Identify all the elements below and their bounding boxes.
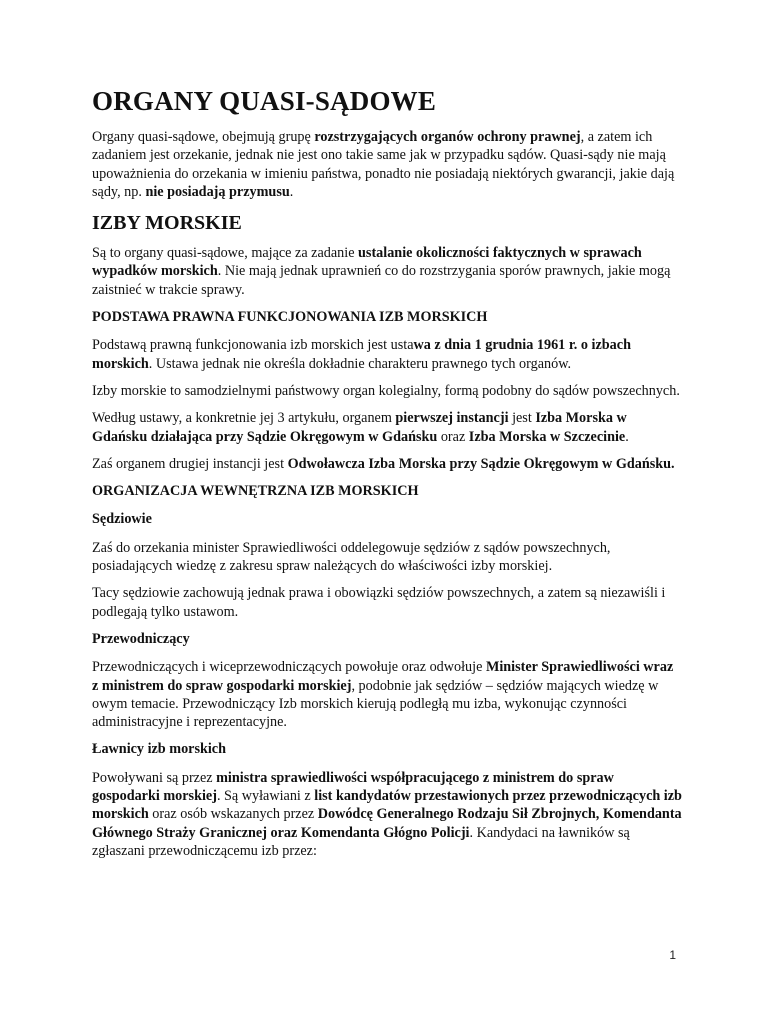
bold-run: Izba Morska w Gdańsku działająca przy Sądzie Okręgowym w Gdańsku [92,410,627,445]
text-run: . [289,183,294,200]
bold-run: Minister Sprawiedliwości wraz z ministrem do spraw gospodarki morskiej [92,659,674,694]
paragraph-przewodniczacy [92,658,682,731]
bold-run: wa z dnia 1 grudnia 1961 r. o izbach morskich [92,337,631,372]
bold-run: ministra sprawiedliwości współpracującego z ministrem do spraw gospodarki morskiej [92,769,614,805]
heading-izby-morskie: IZBY MORSKIE [92,212,242,235]
text-run: Izby morskie to samodzielnymi państwowy organ kolegialny, formą podobny do sądów powszechnych. [92,382,680,399]
bold-run: Dowódcę Generalnego Rodzaju Sił Zbrojnych, Komendanta Głównego Straży Granicznej oraz Komendanta Głógno Policji [92,806,682,841]
text-run: , podobnie jak sędziów – sędziów mających wiedzę w owym temacie. Przewodniczący Izb morskich kierują podległą mu izba, wykonując czynności administracyjne i reprezentacyjne. [92,677,659,731]
paragraph-sedziowie-2 [92,584,682,621]
bold-run: pierwszej instancji [395,410,509,427]
text-run: . Kandydaci na ławników są zgłaszani przewodniczącemu izb przez: [92,824,630,859]
paragraph-lawnicy [92,769,682,860]
paragraph-druga-instancja [92,455,682,473]
paragraph-pierwsza-instancja [92,409,682,446]
heading-lawnicy: Ławnicy izb morskich [92,741,226,758]
text-run: Są to organy quasi-sądowe, mające za zadanie [92,245,359,262]
text-run: Podstawą prawną funkcjonowania izb morskich jest usta [92,337,414,354]
text-run: Według ustawy, a konkretnie jej 3 artykułu, organem [92,410,396,427]
text-run: oraz [437,428,469,445]
paragraph-podstawa [92,336,682,373]
bold-run: nie posiadają przymusu [145,183,290,200]
text-run: Zaś organem drugiej instancji jest [92,455,288,472]
heading-sedziowie: Sędziowie [92,511,152,528]
paragraph-samodzielny-organ [92,382,682,400]
page-number: 1 [669,948,676,962]
bold-run: ustalanie okoliczności faktycznych w sprawach wypadków morskich [92,245,642,280]
bold-run: Izba Morska w Szczecinie [468,428,626,445]
bold-run: list kandydatów przestawionych przez przewodniczących izb morskich [92,788,682,823]
document-page [92,84,682,869]
text-run: . Są wyławiani z [216,788,315,805]
text-run: , a zatem ich zadaniem jest orzekanie, jednak nie jest ono takie same jak w przypadku sądów. Quasi-sądy nie mają upoważnienia do orzekania w imieniu państwa, ponadto nie posiadają niektórych gwarancji, jakie dają sądy, np. [92,129,675,200]
text-run: Zaś do orzekania minister Sprawiedliwości oddelegowuje sędziów z sądów powszechnych, posiadających wiedzę z zakresu spraw należących do właściwości izby morskiej. [92,539,611,575]
paragraph-sedziowie-1 [92,539,682,576]
bold-run: rozstrzygających organów ochrony prawnej [314,129,581,145]
heading-podstawa-prawna: PODSTAWA PRAWNA FUNKCJONOWANIA IZB MORSKICH [92,309,488,326]
document-title: ORGANY QUASI-SĄDOWE [92,86,437,116]
paragraph-izby-definition [92,244,682,299]
text-run: Powoływani są przez [92,769,217,786]
heading-organizacja: ORGANIZACJA WEWNĘTRZNA IZB MORSKICH [92,483,419,500]
text-run: Organy quasi-sądowe, obejmują grupę [92,129,315,145]
text-run: jest [508,410,536,427]
heading-przewodniczacy: Przewodniczący [92,630,190,647]
text-run: . Ustawa jednak nie określa dokładnie charakteru prawnego tych organów. [148,355,572,372]
paragraph-intro [92,128,682,201]
text-run: Tacy sędziowie zachowują jednak prawa i obowiązki sędziów powszechnych, a zatem są niezawiśli i podlegają tylko ustawom. [92,585,666,620]
text-run: oraz osób wskazanych przez [148,806,318,823]
bold-run: Odwoławcza Izba Morska przy Sądzie Okręgowym w Gdańsku. [287,455,675,472]
text-run: . Nie mają jednak uprawnień co do rozstrzygania sporów prawnych, jakie mogą zaistnieć w trakcie sprawy. [92,263,671,298]
text-run: Przewodniczących i wiceprzewodniczących powołuje oraz odwołuje [92,659,486,676]
text-run: . [625,428,629,445]
